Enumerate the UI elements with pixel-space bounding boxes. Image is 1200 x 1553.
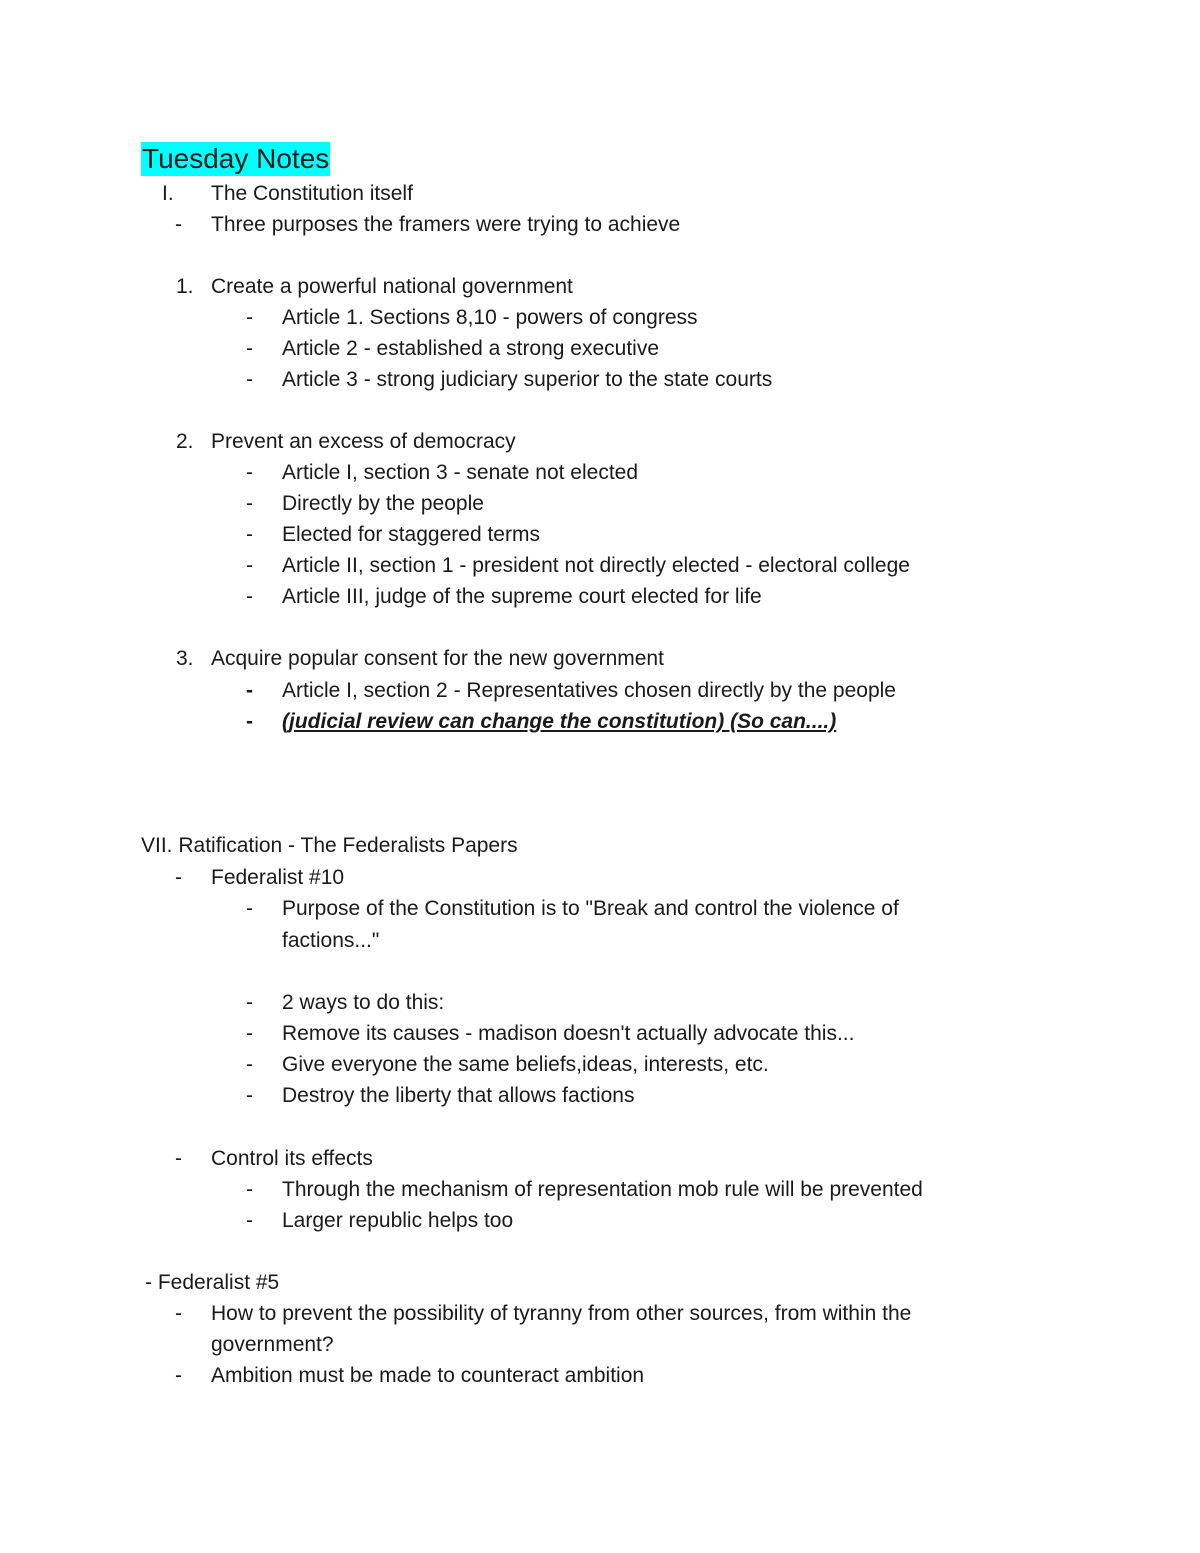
list-item: Article 1. Sections 8,10 - powers of congress [282,306,698,329]
list-item: Article 3 - strong judiciary superior to the state courts [282,368,773,391]
subsection-heading: Federalist #10 [211,866,345,889]
list-number: 1. [176,275,194,298]
bullet-dash: - [246,368,253,391]
bullet-dash: - [175,1302,182,1325]
section-heading: VII. Ratification - The Federalists Papers [141,834,518,857]
list-item-heading: Acquire popular consent for the new government [211,647,664,670]
list-item: Through the mechanism of representation mob rule will be prevented [282,1178,923,1201]
list-item: Purpose of the Constitution is to "Break and control the violence of [282,897,899,920]
page-title: Tuesday Notes [142,143,330,174]
list-item: Article III, judge of the supreme court elected for life [282,585,762,608]
bullet-dash: - [246,1022,253,1045]
list-item: Give everyone the same beliefs,ideas, interests, etc. [282,1053,769,1076]
list-item: Article 2 - established a strong executive [282,337,660,360]
bullet-dash: - [246,492,253,515]
list-item: How to prevent the possibility of tyranny from other sources, from within the [211,1302,912,1325]
section-heading: The Constitution itself [211,182,413,205]
list-item: Larger republic helps too [282,1209,514,1232]
bullet-dash: - [246,554,253,577]
section-intro: Three purposes the framers were trying to achieve [211,213,681,236]
list-item: Article II, section 1 - president not directly elected - electoral college [282,554,910,577]
bullet-dash: - [246,991,253,1014]
list-number: 2. [176,430,194,453]
bullet-dash: - [246,306,253,329]
bullet-dash: - [246,585,253,608]
bullet-dash: - [246,461,253,484]
list-item-heading: Prevent an excess of democracy [211,430,516,453]
bullet-dash: - [246,523,253,546]
emphasized-note: (judicial review can change the constitution) (So can....) [282,710,837,733]
list-item: Destroy the liberty that allows factions [282,1084,635,1107]
list-item-continuation: factions..." [282,929,380,952]
bullet-dash: - [175,213,182,236]
list-number: 3. [176,647,194,670]
bullet-dash: - [175,1147,182,1170]
bullet-dash: - [246,897,253,920]
bullet-dash: - [246,337,253,360]
bullet-dash: - [246,1084,253,1107]
bullet-dash: - [175,1364,182,1387]
bullet-dash: - [175,866,182,889]
list-item: Remove its causes - madison doesn't actually advocate this... [282,1022,855,1045]
list-item-continuation: government? [211,1333,334,1356]
list-item: 2 ways to do this: [282,991,445,1014]
subsection-heading: Control its effects [211,1147,373,1170]
bullet-dash: - [246,1178,253,1201]
bullet-dash: - [246,679,253,702]
section-marker: I. [162,182,174,205]
bullet-dash: - [246,1209,253,1232]
list-item: Ambition must be made to counteract ambition [211,1364,645,1387]
bullet-dash: - [246,710,253,733]
list-item: Elected for staggered terms [282,523,540,546]
list-item: Directly by the people [282,492,484,515]
list-item: Article I, section 3 - senate not elected [282,461,639,484]
bullet-dash: - [246,1053,253,1076]
list-item: Article I, section 2 - Representatives chosen directly by the people [282,679,896,702]
subsection-heading: - Federalist #5 [145,1271,280,1294]
list-item-heading: Create a powerful national government [211,275,573,298]
